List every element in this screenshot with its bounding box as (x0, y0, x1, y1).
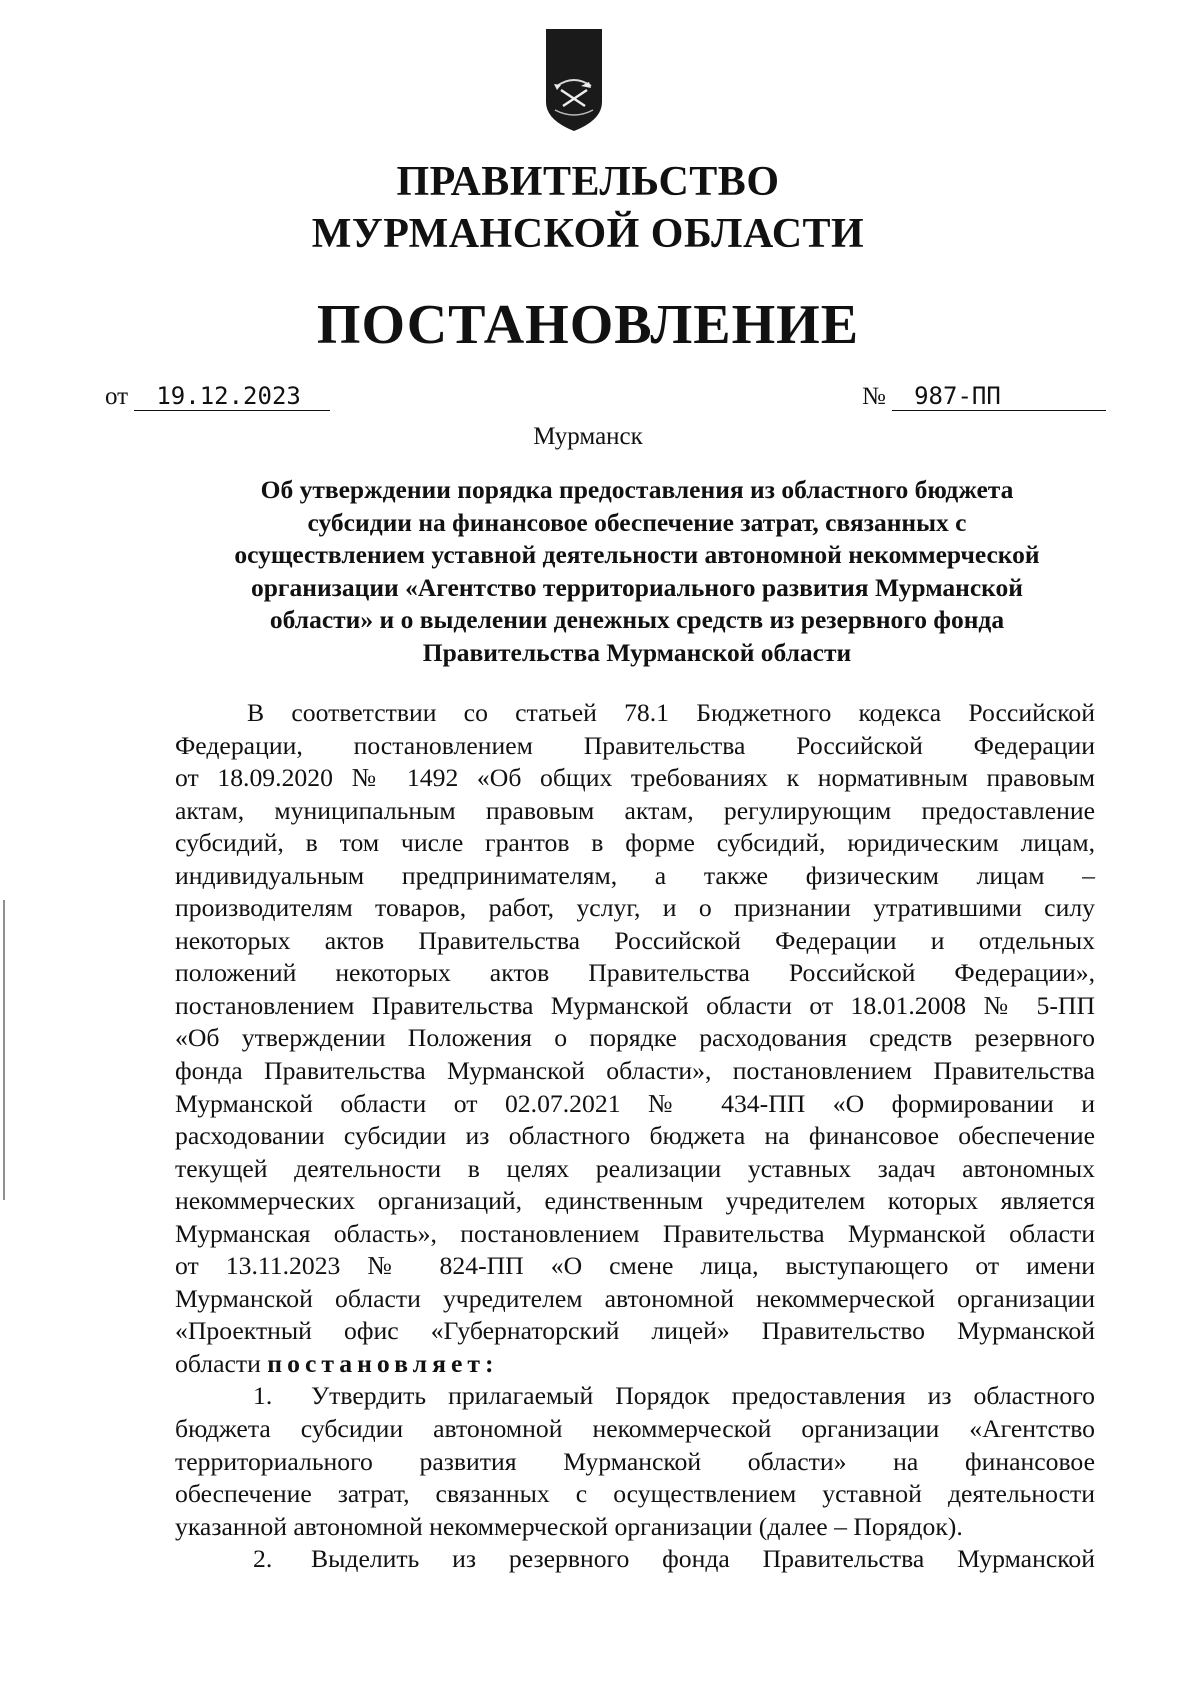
body-line: от 18.09.2020 № 1492 «Об общих требованиях к нормативным правовым (175, 763, 1095, 793)
body-line: некоторых актов Правительства Российской Федерации и отдельных (175, 925, 1095, 955)
closing-line (175, 1348, 1095, 1381)
document-body (175, 697, 1095, 1576)
document-date: 19.12.2023 (156, 382, 301, 410)
body-line: В соответствии со статьей 78.1 Бюджетного кодекса Российской (247, 698, 1095, 727)
body-line: некоммерческих организаций, единственным учредителем которых является (175, 1186, 1095, 1216)
heading-line: субсидии на финансовое обеспечение затрат, связанных с (307, 507, 967, 537)
body-line: Мурманской области учредителем автономной некоммерческой организации (175, 1283, 1095, 1313)
number-prefix: № (862, 383, 886, 410)
body-line: производителям товаров, работ, услуг, и о признании утратившими силу (175, 893, 1095, 923)
body-line: положений некоторых актов Правительства Российской Федерации», (175, 958, 1095, 988)
city: Мурманск (533, 423, 643, 450)
resolves-word: постановляет: (267, 1348, 499, 1378)
body-line: расходовании субсидии из областного бюджета на финансовое обеспечение (175, 1121, 1095, 1151)
heading-line: области» и о выделении денежных средств из резервного фонда (269, 605, 1005, 634)
heading-line: осуществлением уставной деятельности автономной некоммерческой (234, 540, 1040, 569)
government-name-line-1: ПРАВИТЕЛЬСТВО (396, 159, 780, 205)
item-line: территориального развития Мурманской области» на финансовое (175, 1446, 1095, 1476)
item-text: Выделить из резервного фонда Правительства Мурманской (311, 1544, 1095, 1574)
body-line: индивидуальным предпринимателям, а также физическим лицам – (175, 860, 1095, 890)
number-block (862, 382, 1106, 412)
item-number: 1. (253, 1381, 273, 1411)
date-prefix: от (105, 383, 129, 410)
heading-line: Правительства Мурманской области (422, 637, 852, 667)
scan-margin-mark (3, 900, 5, 1200)
item-line: бюджета субсидии автономной некоммерческой организации «Агентство (175, 1414, 1095, 1444)
closing-text: области (175, 1348, 261, 1378)
body-line: «Проектный офис «Губернаторский лицей» Правительство Мурманской (175, 1316, 1095, 1346)
item-2-first-line (175, 1543, 1095, 1576)
government-name-line-2: МУРМАНСКОЙ ОБЛАСТИ (311, 211, 865, 257)
date-block (105, 382, 330, 412)
body-line: субсидий, в том числе грантов в форме субсидий, юридическим лицам, (175, 828, 1095, 858)
item-1-first-line (175, 1380, 1095, 1413)
item-number: 2. (253, 1544, 273, 1574)
body-line: Мурманская область», постановлением Правительства Мурманской области (175, 1218, 1095, 1248)
body-line: текущей деятельности в целях реализации уставных задач автономных (175, 1153, 1095, 1183)
heading-line: организации «Агентство территориального развития Мурманской (251, 572, 1023, 602)
document-number: 987-ПП (914, 382, 1001, 410)
body-line: фонда Правительства Мурманской области», постановлением Правительства (175, 1056, 1095, 1086)
heading-line: Об утверждении порядка предоставления из областного бюджета (260, 475, 1014, 504)
body-line: «Об утверждении Положения о порядке расходования средств резервного (175, 1023, 1095, 1053)
body-line: Федерации, постановлением Правительства Российской Федерации (175, 730, 1095, 760)
document-heading (175, 474, 1099, 669)
item-line: обеспечение затрат, связанных с осуществлением уставной деятельности (175, 1479, 1095, 1509)
document-type: ПОСТАНОВЛЕНИЕ (316, 294, 860, 356)
item-text: Утвердить прилагаемый Порядок предоставления из областного (311, 1381, 1095, 1411)
coat-of-arms-icon (545, 28, 603, 132)
body-line: Мурманской области от 02.07.2021 № 434-ПП «О формировании и (175, 1088, 1095, 1118)
item-line: указанной автономной некоммерческой организации (далее – Порядок). (175, 1511, 963, 1541)
body-line: актам, муниципальным правовым актам, регулирующим предоставление (175, 795, 1095, 825)
body-line: постановлением Правительства Мурманской области от 18.01.2008 № 5-ПП (175, 990, 1095, 1020)
body-line: от 13.11.2023 № 824-ПП «О смене лица, выступающего от имени (175, 1251, 1095, 1281)
